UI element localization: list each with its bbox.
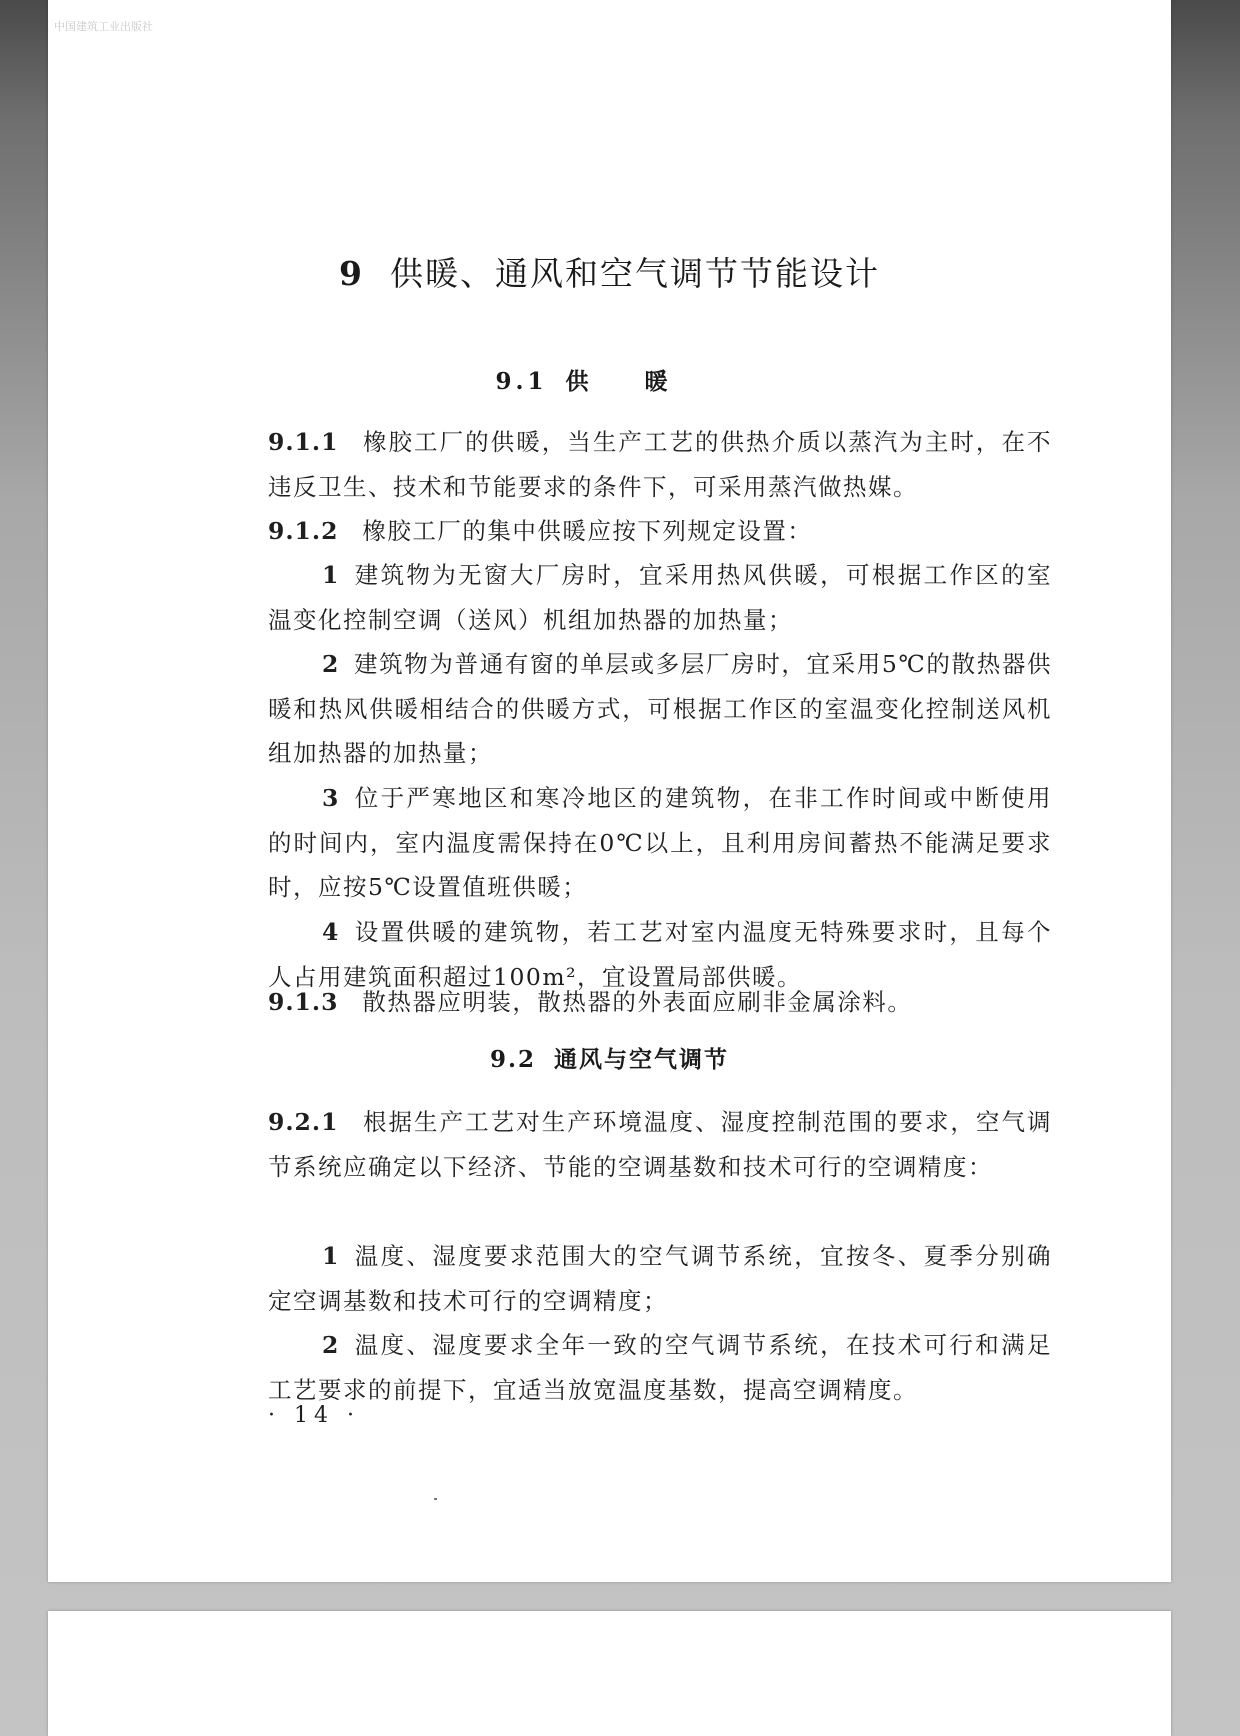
clause-text: 散热器应明装，散热器的外表面应刷非金属涂料。 [362,988,913,1016]
item-number: 2 [322,1331,340,1359]
item-number: 4 [322,918,340,946]
item-text: 温度、湿度要求范围大的空气调节系统，宜按冬、夏季分别确定空调基数和技术可行的空调精度； [268,1242,1052,1315]
clause-number: 9.1.2 [268,517,339,545]
chapter-number: 9 [339,254,364,293]
item-text: 建筑物为无窗大厂房时，宜采用热风供暖，可根据工作区的室温变化控制空调（送风）机组加热器的加热量； [268,561,1052,634]
item-text: 位于严寒地区和寒冷地区的建筑物，在非工作时间或中断使用的时间内，室内温度需保持在0℃以上，且利用房间蓄热不能满足要求时，应按5℃设置值班供暖； [268,784,1052,901]
clause-text: 根据生产工艺对生产环境温度、湿度控制范围的要求，空气调节系统应确定以下经济、节能的空调基数和技术可行的空调精度： [268,1108,1052,1181]
list-item [268,553,1052,642]
list-item [268,776,1052,910]
watermark-header: 中国建筑工业出版社 [54,20,153,33]
item-number: 2 [322,650,340,678]
clause-paragraph [268,420,1052,509]
section-title [48,363,1171,396]
clause-number: 9.1.3 [268,988,339,1016]
clause-paragraph [268,509,1052,554]
list-item [268,1234,1052,1323]
item-number: 3 [322,784,340,812]
item-text: 温度、湿度要求全年一致的空气调节系统，在技术可行和满足工艺要求的前提下，宜适当放宽温度基数，提高空调精度。 [268,1331,1052,1404]
item-number: 1 [322,1242,340,1270]
clause-number: 9.1.1 [268,428,339,456]
item-number: 1 [322,561,340,589]
item-text: 建筑物为普通有窗的单层或多层厂房时，宜采用5℃的散热器供暖和热风供暖相结合的供暖方式，可根据工作区的室温变化控制送风机组加热器的加热量； [268,650,1052,767]
section-title [48,1041,1171,1074]
clause-paragraph [268,980,1052,1025]
section-number: 9.1 [495,368,548,395]
scan-speck [434,1498,437,1500]
section-number: 9.2 [489,1046,536,1073]
next-document-page[interactable] [48,1611,1171,1736]
chapter-title-text: 供暖、通风和空气调节节能设计 [389,254,880,293]
clause-text: 橡胶工厂的集中供暖应按下列规定设置： [362,517,813,545]
page-number: · 14 · [268,1403,360,1428]
clause-paragraph [268,1100,1052,1189]
clause-number: 9.2.1 [268,1108,339,1136]
clause-text: 橡胶工厂的供暖，当生产工艺的供热介质以蒸汽为主时，在不违反卫生、技术和节能要求的条件下，可采用蒸汽做热媒。 [268,428,1052,501]
list-item [268,642,1052,776]
chapter-title [48,248,1171,295]
item-text: 设置供暖的建筑物，若工艺对室内温度无特殊要求时，且每个人占用建筑面积超过100m²，宜设置局部供暖。 [268,918,1052,991]
document-page[interactable] [48,0,1171,1582]
section-title-text: 通风与空气调节 [554,1046,729,1073]
section-title-text: 供暖 [565,368,724,395]
list-item [268,1323,1052,1412]
